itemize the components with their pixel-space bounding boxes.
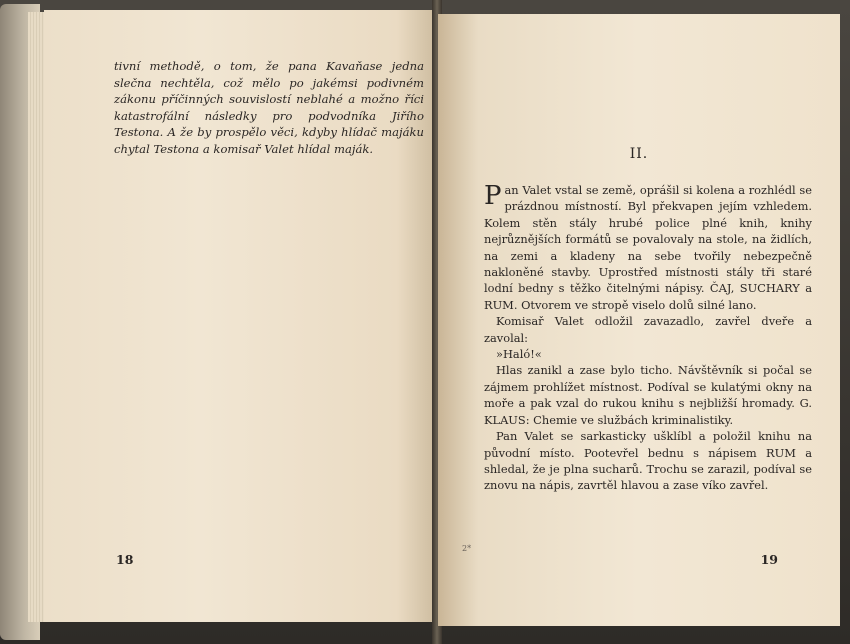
drop-cap: P (484, 181, 502, 211)
right-page (438, 14, 840, 626)
chapter-title: II. (629, 146, 649, 162)
first-paragraph (484, 182, 812, 313)
right-paragraph: Komisař Valet odložil zavazadlo, zavřel dveře a zavolal: (484, 314, 812, 345)
right-page-number: 19 (760, 552, 778, 567)
right-page-text (484, 182, 812, 494)
right-paragraph: »Haló!« (496, 347, 542, 362)
right-paragraph: Pan Valet se sarkasticky ušklíbl a položil knihu na původní místo. Pootevřel bednu s nápisem RUM a shledal, že je plna sucharů. Trochu se zarazil, podíval se znovu na nápis, zavrtěl hlavou a zase víko zavřel. (484, 429, 812, 493)
left-page-text (114, 58, 424, 158)
left-page (44, 10, 436, 622)
signature-mark: 2* (462, 544, 472, 553)
first-paragraph-text: an Valet vstal se země, oprášil si kolena a rozhlédl se prázdnou místností. Byl překvapen jejím vzhledem. Kolem stěn stály hrubé police plné knih, knihy nejrůznějších formátů se povalovaly na stole, na židlích, na zemi a kladeny na sebe tvořily nebezpečně nakloněné stavby. Uprostřed místnosti stály tři staré lodní bedny s těžko čitelnými nápisy. ČAJ, SUCHARY a RUM. Otvorem ve stropě viselo dolů silné lano. (484, 183, 812, 312)
right-paragraph: Hlas zanikl a zase bylo ticho. Návštěvník si počal se zájmem prohlížet místnost. Podíval se kulatými okny na moře a pak vzal do rukou knihu s nejbližší hromady. G. KLAUS: Chemie ve službách kriminalistiky. (484, 363, 812, 427)
left-page-number: 18 (116, 552, 134, 567)
left-paragraph: tivní methodě, o tom, že pana Kavaňase jedna slečna nechtěla, což mělo po jakémsi podivném zákonu příčinných souvislostí neblahé a možno říci katastrofální následky pro podvodníka Jiřího Testona. A že by prospělo věci, kdyby hlídač majáku chytal Testona a komisař Valet hlídal maják. (114, 59, 424, 156)
